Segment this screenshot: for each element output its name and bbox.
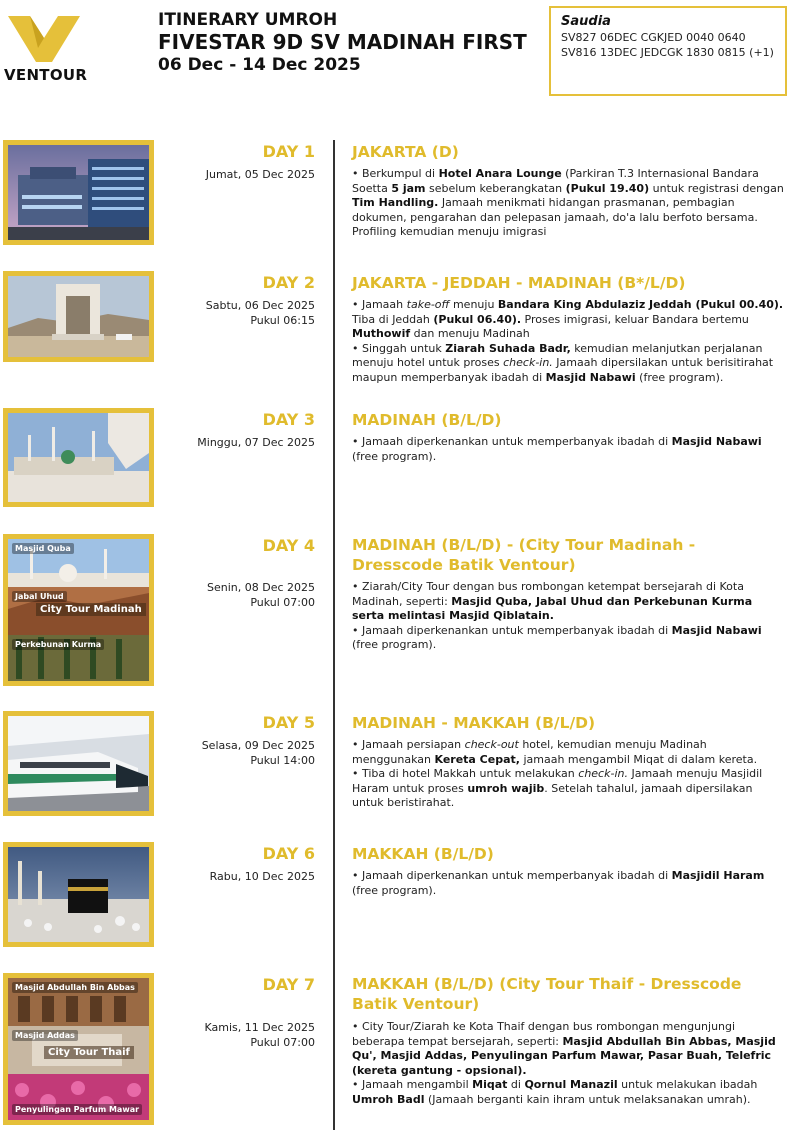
day-date: Rabu, 10 Dec 2025 [209,870,315,883]
day2-photo [3,271,154,362]
day-description: • Jamaah take-off menuju Bandara King Abdulaziz Jeddah (Pukul 00.40). Tiba di Jeddah (Pukul 06.40). Proses imigrasi, keluar Bandara bertemu Muthowif dan menuju Madinah • Singgah untuk Ziarah Suhada Badr, kemudian melanjutkan perjalanan menuju hotel untuk proses check-in. Jamaah dipersilakan untuk berisitirahat maupun memperbanyak ibadah di Masjid Nabawi (free program). [352,298,784,384]
day-number: DAY 4 [262,536,315,555]
day-description: • Berkumpul di Hotel Anara Lounge (Parkiran T.3 Internasional Bandara Soetta 5 jam sebelum keberangkatan (Pukul 19.40) untuk registrasi dengan Tim Handling. Jamaah menikmati hidangan prasmanan, pembagian dokumen, pengarahan dan pelepasan jamaah, do'a lalu berfoto bersama. Profiling kemudian menuju imigrasi [352,167,784,238]
photo-label: City Tour Thaif [44,1046,134,1059]
day-description: • Ziarah/City Tour dengan bus rombongan ketempat bersejarah di Kota Madinah, seperti: Masjid Quba, Jabal Uhud dan Perkebunan Kurma serta melintasi Masjid Qiblatain. • Jamaah diperkenankan untuk memperbanyak ibadah di Masjid Nabawi (free program). [352,580,762,651]
day-description: • Jamaah persiapan check-out hotel, kemudian menuju Madinah menggunakan Kereta Cepat, jamaah mengambil Miqat di dalam kereta. • Tiba di hotel Makkah untuk melakukan check-in. Jamaah menuju Masjidil Haram untuk proses umroh wajib. Setelah tahalul, jamaah dipersilakan untuk beristirahat. [352,738,763,809]
day-date: Jumat, 05 Dec 2025 [205,168,315,181]
day-title: JAKARTA - JEDDAH - MADINAH (B*/L/D) [352,274,686,292]
day-date: Selasa, 09 Dec 2025 Pukul 14:00 [201,739,315,767]
day5-photo [3,711,154,816]
day-title: MAKKAH (B/L/D) (City Tour Thaif - Dresscode Batik Ventour) [352,975,742,1013]
flight-outbound: SV827 06DEC CGKJED 0040 0640 [561,31,746,44]
photo-label: Masjid Quba [12,543,74,554]
day-title: MADINAH (B/L/D) [352,411,502,429]
photo-label: Perkebunan Kurma [12,639,104,650]
day3-photo [3,408,154,507]
day-number: DAY 5 [262,713,315,732]
day4-photo [3,534,154,686]
flight-return: SV816 13DEC JEDCGK 1830 0815 (+1) [561,46,774,59]
ventour-logo [4,14,88,86]
day-number: DAY 7 [262,975,315,994]
day-number: DAY 2 [262,273,315,292]
day-date: Senin, 08 Dec 2025 Pukul 07:00 [206,581,315,609]
heading-date-range: 06 Dec - 14 Dec 2025 [158,55,361,75]
day-number: DAY 1 [262,142,315,161]
day-number: DAY 3 [262,410,315,429]
logo-text: VENTOUR [4,66,88,84]
heading-package-name: FIVESTAR 9D SV MADINAH FIRST [158,30,527,54]
day-description: • Jamaah diperkenankan untuk memperbanyak ibadah di Masjid Nabawi (free program). [352,435,762,463]
day-date: Minggu, 07 Dec 2025 [197,436,315,449]
day-title: JAKARTA (D) [352,143,459,161]
day-description: • Jamaah diperkenankan untuk memperbanyak ibadah di Masjidil Haram (free program). [352,869,765,897]
day-date: Sabtu, 06 Dec 2025 Pukul 06:15 [205,299,315,327]
photo-label: Penyulingan Parfum Mawar [12,1104,142,1115]
photo-label: Masjid Addas [12,1030,78,1041]
timeline-divider [333,140,335,1130]
day6-photo [3,842,154,947]
day-title: MADINAH (B/L/D) - (City Tour Madinah - Dresscode Batik Ventour) [352,536,696,574]
day-date: Kamis, 11 Dec 2025 Pukul 07:00 [204,1021,315,1049]
day-title: MAKKAH (B/L/D) [352,845,494,863]
heading-line1: ITINERARY UMROH [158,10,338,30]
day-number: DAY 6 [262,844,315,863]
day1-photo [3,140,154,245]
ventour-v-icon [8,14,80,64]
photo-label: Jabal Uhud [12,591,67,602]
flight-info-box [549,6,787,96]
day7-photo [3,973,154,1125]
photo-label: City Tour Madinah [36,603,146,616]
day-description: • City Tour/Ziarah ke Kota Thaif dengan bus rombongan mengunjungi beberapa tempat bersejarah, seperti: Masjid Abdullah Bin Abbas, Masjid Qu', Masjid Addas, Penyulingan Parfum Mawar, Pasar Buah, Telefric (kereta gantung - opsional). • Jamaah mengambil Miqat di Qornul Manazil untuk melakukan ibadah Umroh Badl (Jamaah berganti kain ihram untuk melaksanakan umrah). [352,1020,776,1106]
itinerary-heading [158,10,527,76]
photo-label: Masjid Abdullah Bin Abbas [12,982,138,993]
flight-airline: Saudia [561,14,611,29]
day-title: MADINAH - MAKKAH (B/L/D) [352,714,596,732]
